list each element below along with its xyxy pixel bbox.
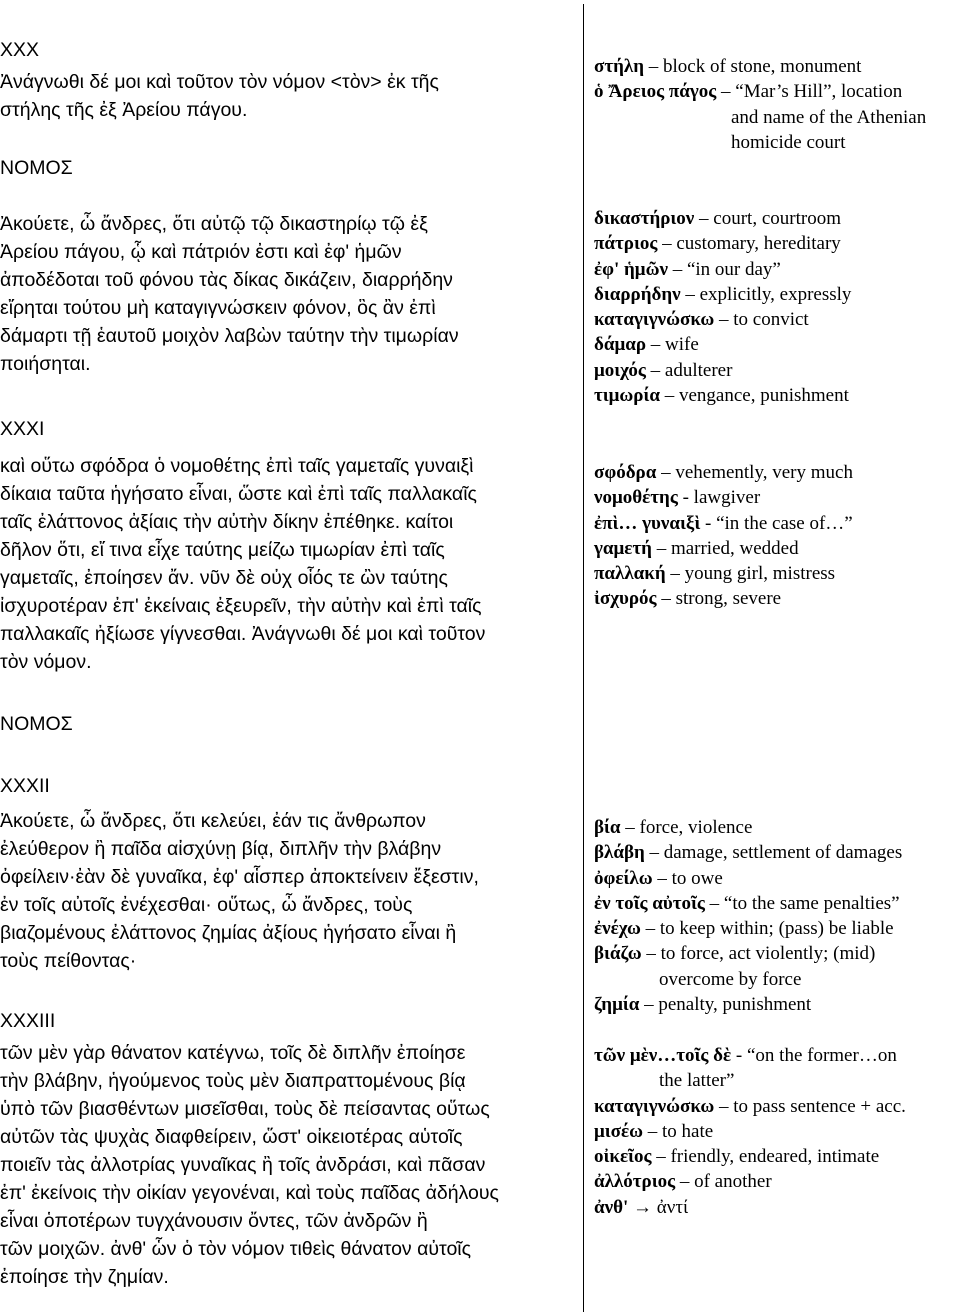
glossary-term: στήλη [594, 56, 645, 77]
text-line: ἐποίησε τὴν ζημίαν. [0, 1266, 169, 1288]
glossary-entry [594, 536, 960, 561]
glossary-term: δικαστήριον [594, 208, 695, 229]
section-heading-xxx: XXX [0, 39, 40, 61]
glossary-entry [594, 1068, 960, 1093]
glossary-definition: – vengance, punishment [659, 385, 849, 407]
glossary-entry [594, 130, 960, 155]
glossary-entry [594, 206, 960, 231]
glossary-term: ζημία [594, 994, 640, 1016]
text-line: στήλης τῆς ἐξ Ἀρείου πάγου. [0, 99, 248, 121]
text-line: ὑπὸ τῶν βιασθέντων μισεῖσθαι, τοὺς δὲ πείσαντας οὕτως [0, 1098, 490, 1120]
section-xxx-text [0, 68, 439, 124]
glossary-definition: – to owe [652, 867, 723, 889]
glossary-entry [594, 358, 960, 383]
text-line: ποιήσηται. [0, 353, 91, 375]
glossary-definition: - “on the former…on [731, 1045, 897, 1066]
glossary-entry [594, 1043, 960, 1068]
glossary-entry [594, 586, 960, 611]
glossary-entry [594, 891, 960, 916]
section-xxxiii-text [0, 1039, 499, 1291]
glossary-definition: homicide court [731, 131, 846, 153]
glossary-definition: → ἀντί [628, 1196, 689, 1218]
text-line: τὸν νόμον. [0, 651, 92, 673]
text-line: Ἀκούετε, ὦ ἄνδρες, ὅτι αὐτῷ τῷ δικαστηρίῳ τῷ ἐξ [0, 213, 428, 235]
glossary-group-3 [594, 460, 960, 612]
glossary-definition: – force, violence [620, 817, 753, 838]
text-line: γαμεταῖς, ἐποίησεν ἄν. νῦν δὲ οὐχ οἷός τε ὢν ταύτης [0, 567, 448, 589]
text-line: τοὺς πείθοντας· [0, 950, 137, 972]
glossary-definition: – to convict [714, 309, 809, 331]
glossary-term: γαμετή [594, 537, 652, 559]
text-line: τὴν βλάβην, ἡγούμενος τοὺς μὲν διαπραττομένους βίᾳ [0, 1070, 466, 1092]
text-line: ἐλεύθερον ἢ παῖδα αἰσχύνῃ βίᾳ, διπλῆν τὴν βλάβην [0, 838, 442, 860]
glossary-entry [594, 1195, 960, 1220]
glossary-entry [594, 485, 960, 510]
section-xxxii-text [0, 807, 479, 975]
glossary-definition: – to keep within; (pass) be liable [640, 918, 894, 940]
glossary-entry [594, 967, 960, 992]
glossary-definition: – adulterer [645, 359, 733, 381]
glossary-entry [594, 257, 960, 282]
glossary-term: μοιχός [594, 359, 646, 381]
glossary-term: δάμαρ [594, 334, 647, 356]
glossary-definition: and name of the Athenian [731, 106, 927, 128]
text-line: τῶν μὲν γὰρ θάνατον κατέγνω, τοῖς δὲ διπλῆν ἐποίησε [0, 1042, 466, 1064]
glossary-term: καταγιγνώσκω [594, 1095, 715, 1117]
glossary-definition: overcome by force [659, 968, 802, 990]
glossary-definition: – explicitly, expressly [680, 283, 852, 305]
glossary-entry [594, 511, 960, 536]
glossary-term: πάτριος [594, 233, 658, 255]
glossary-definition: – to hate [643, 1120, 714, 1142]
glossary-definition: – to pass sentence + acc. [714, 1095, 906, 1117]
text-line: ἐπ' ἐκείνοις τὴν οἰκίαν γεγονέναι, καὶ τοὺς παῖδας ἀδήλους [0, 1182, 499, 1204]
text-line: Ἀνάγνωθι δέ μοι καὶ τοῦτον τὸν νόμον <τὸν> ἐκ τῆς [0, 71, 439, 93]
text-line: δάμαρτι τῇ ἑαυτοῦ μοιχὸν λαβὼν ταύτην τὴν τιμωρίαν [0, 325, 459, 347]
glossary-term: ἀλλότριος [594, 1171, 676, 1193]
glossary-entry [594, 561, 960, 586]
glossary-definition: – block of stone, monument [644, 56, 862, 77]
text-line: παλλακαῖς ἠξίωσε γίγνεσθαι. Ἀνάγνωθι δέ μοι καὶ τοῦτον [0, 623, 486, 645]
glossary-definition: – court, courtroom [694, 208, 841, 229]
glossary-entry [594, 1094, 960, 1119]
glossary-column [584, 0, 960, 1316]
glossary-entry [594, 1144, 960, 1169]
glossary-definition: - lawgiver [677, 487, 761, 509]
glossary-entry [594, 866, 960, 891]
glossary-definition: – strong, severe [656, 588, 782, 610]
section-heading-xxxi: XXXI [0, 418, 45, 440]
glossary-definition: – damage, settlement of damages [644, 842, 903, 864]
glossary-definition: – to force, act violently; (mid) [641, 943, 876, 965]
text-line: ἀποδέδοται τοῦ φόνου τὰς δίκας δικάζειν, διαρρήδην [0, 269, 453, 291]
glossary-term: ἀνθ' [594, 1196, 629, 1218]
glossary-entry [594, 815, 960, 840]
glossary-term: διαρρήδην [594, 283, 681, 305]
glossary-definition: – friendly, endeared, intimate [651, 1146, 880, 1168]
glossary-term: ἐφ' ἡμῶν [594, 258, 668, 280]
glossary-term: τιμωρία [594, 385, 660, 407]
text-line: ταῖς ἐλάττονος ἀξίαις τὴν αὐτὴν δίκην ἐπέθηκε. καίτοι [0, 511, 454, 533]
glossary-definition: – married, wedded [651, 537, 799, 559]
glossary-definition: – “in our day” [667, 258, 781, 280]
nomos-heading-2: ΝΟΜΟΣ [0, 713, 73, 735]
text-line: βιαζομένους ἐλάττονος ζημίας ἀξίους ἡγήσατο εἶναι ἢ [0, 922, 457, 944]
text-line: δῆλον ὅτι, εἴ τινα εἶχε ταύτης μείζω τιμωρίαν ἐπὶ ταῖς [0, 539, 445, 561]
text-line: εἴρηται τούτου μὴ καταγιγνώσκειν φόνον, ὃς ἂν ἐπὶ [0, 297, 436, 319]
glossary-definition: – vehemently, very much [656, 462, 853, 483]
glossary-entry [594, 840, 960, 865]
glossary-definition: – young girl, mistress [665, 563, 836, 585]
glossary-entry [594, 282, 960, 307]
glossary-entry [594, 79, 960, 104]
glossary-term: ἐπὶ… γυναιξὶ [594, 512, 701, 534]
text-line: Ἀκούετε, ὦ ἄνδρες, ὅτι κελεύει, ἐάν τις ἄνθρωπον [0, 810, 426, 832]
section-heading-xxxiii: XXXIII [0, 1010, 56, 1032]
glossary-definition: – “to the same penalties” [704, 892, 900, 914]
glossary-group-2 [594, 206, 960, 408]
glossary-entry [594, 231, 960, 256]
section-heading-xxxii: XXXII [0, 775, 50, 797]
section-xxxi-text [0, 452, 485, 676]
glossary-entry [594, 1119, 960, 1144]
glossary-definition: – of another [675, 1171, 772, 1193]
text-line: αὐτῶν τὰς ψυχὰς διαφθείρειν, ὥστ' οἰκειοτέρας αὑτοῖς [0, 1126, 463, 1148]
glossary-entry [594, 941, 960, 966]
glossary-group-1 [594, 54, 960, 155]
glossary-entry [594, 105, 960, 130]
text-line: καὶ οὕτω σφόδρα ὁ νομοθέτης ἐπὶ ταῖς γαμεταῖς γυναιξὶ [0, 455, 474, 477]
glossary-definition: – “Mar’s Hill”, location [716, 81, 903, 103]
text-line: εἶναι ὁποτέρων τυγχάνουσιν ὄντες, τῶν ἀνδρῶν ἢ [0, 1210, 428, 1232]
text-line: ἐν τοῖς αὐτοῖς ἐνέχεσθαι· οὕτως, ὦ ἄνδρες, τοὺς [0, 894, 413, 916]
glossary-entry [594, 460, 960, 485]
glossary-group-4 [594, 815, 960, 1017]
text-line: ἰσχυροτέραν ἐπ' ἐκείναις ἐξευρεῖν, τὴν αὐτὴν καὶ ἐπὶ ταῖς [0, 595, 482, 617]
glossary-term: σφόδρα [594, 462, 657, 483]
glossary-term: μισέω [594, 1120, 644, 1142]
glossary-entry [594, 307, 960, 332]
glossary-entry [594, 1169, 960, 1194]
glossary-definition: – wife [646, 334, 699, 356]
glossary-entry [594, 383, 960, 408]
text-line: Ἀρείου πάγου, ᾧ καὶ πάτριόν ἐστι καὶ ἐφ' ἡμῶν [0, 241, 402, 263]
glossary-term: βιάζω [594, 943, 642, 965]
glossary-entry [594, 332, 960, 357]
text-line: τῶν μοιχῶν. ἀνθ' ὧν ὁ τὸν νόμον τιθεὶς θάνατον αὐτοῖς [0, 1238, 472, 1260]
glossary-term: τῶν μὲν…τοῖς δὲ [594, 1045, 732, 1066]
glossary-term: καταγιγνώσκω [594, 309, 715, 331]
glossary-term: βλάβη [594, 842, 645, 864]
glossary-term: ὀφείλω [594, 867, 653, 889]
law-text-1 [0, 210, 459, 378]
glossary-entry [594, 916, 960, 941]
text-line: ποιεῖν τὰς ἀλλοτρίας γυναῖκας ἢ τοῖς ἀνδράσι, καὶ πᾶσαν [0, 1154, 486, 1176]
glossary-term: οἰκεῖος [594, 1146, 652, 1168]
nomos-heading-1: ΝΟΜΟΣ [0, 157, 73, 179]
glossary-term: παλλακή [594, 563, 666, 585]
text-line: δίκαια ταῦτα ἡγήσατο εἶναι, ὥστε καὶ ἐπὶ ταῖς παλλακαῖς [0, 483, 477, 505]
glossary-definition: - “in the case of…” [700, 512, 853, 534]
glossary-entry [594, 992, 960, 1017]
glossary-entry [594, 54, 960, 79]
glossary-definition: the latter” [659, 1070, 735, 1092]
glossary-group-5 [594, 1043, 960, 1220]
glossary-term: ἰσχυρός [594, 588, 657, 610]
glossary-term: ἐνέχω [594, 918, 641, 940]
glossary-term: βία [594, 817, 621, 838]
glossary-term: ὁ Ἄρειος πάγος [594, 81, 717, 103]
glossary-definition: – penalty, punishment [639, 994, 812, 1016]
glossary-term: ἐν τοῖς αὐτοῖς [594, 892, 705, 914]
glossary-definition: – customary, hereditary [657, 233, 841, 255]
text-line: ὀφείλειν·ἐὰν δὲ γυναῖκα, ἐφ' αἷσπερ ἀποκτείνειν ἔξεστιν, [0, 866, 479, 888]
glossary-term: νομοθέτης [594, 487, 678, 509]
